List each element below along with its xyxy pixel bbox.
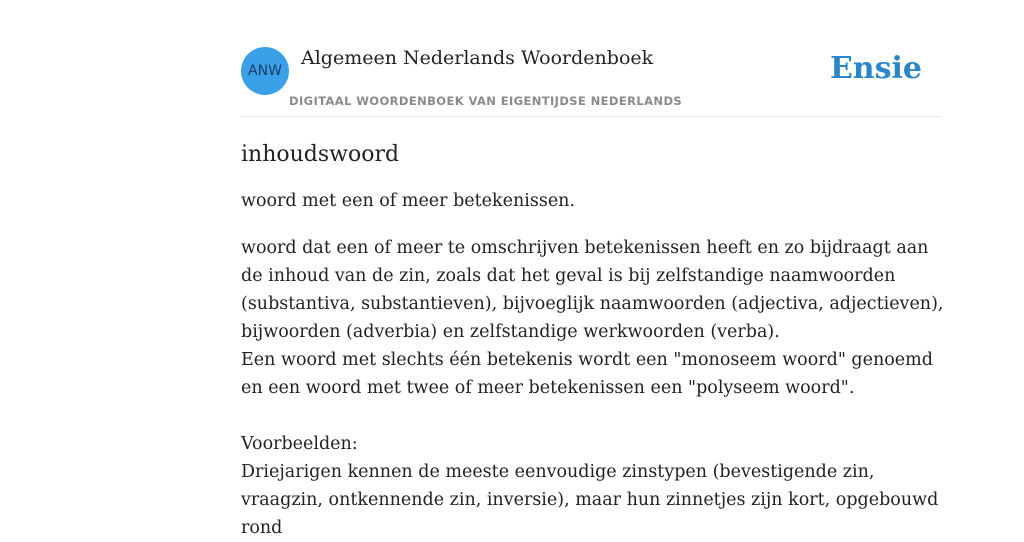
anw-logo[interactable]: ANW [241,47,289,95]
site-subtitle: DIGITAAL WOORDENBOEK VAN EIGENTIJDSE NEDERLANDS [289,94,683,108]
entry-term: inhoudswoord [241,142,400,167]
long-definition: woord dat een of meer te omschrijven betekenissen heeft en zo bijdraagt aan de inhoud van de zin, zoals dat het geval is bij zelfstandige naamwoorden (substantiva, substantieven), bijvoeglijk naamwoorden (adjectiva, adjectieven), bijwoorden (adverbia) en zelfstandige werkwoorden (verba). Een woord met slechts één betekenis wordt een "monoseem woord" genoemd en een woord met twee of meer betekenissen een "polyseem woord". Voorbeelden: Driejarigen kennen de meeste eenvoudige zinstypen (bevestigende zin, vraagzin, ontkennende zin, inversie), maar hun zinnetjes zijn kort, opgebouwd rond [241,238,944,538]
site-title[interactable]: Algemeen Nederlands Woordenboek [301,47,654,69]
entry-content [241,138,946,542]
ensie-brand-link[interactable]: Ensie [829,51,922,86]
short-definition: woord met een of meer betekenissen. [241,191,576,211]
site-header [241,46,941,117]
